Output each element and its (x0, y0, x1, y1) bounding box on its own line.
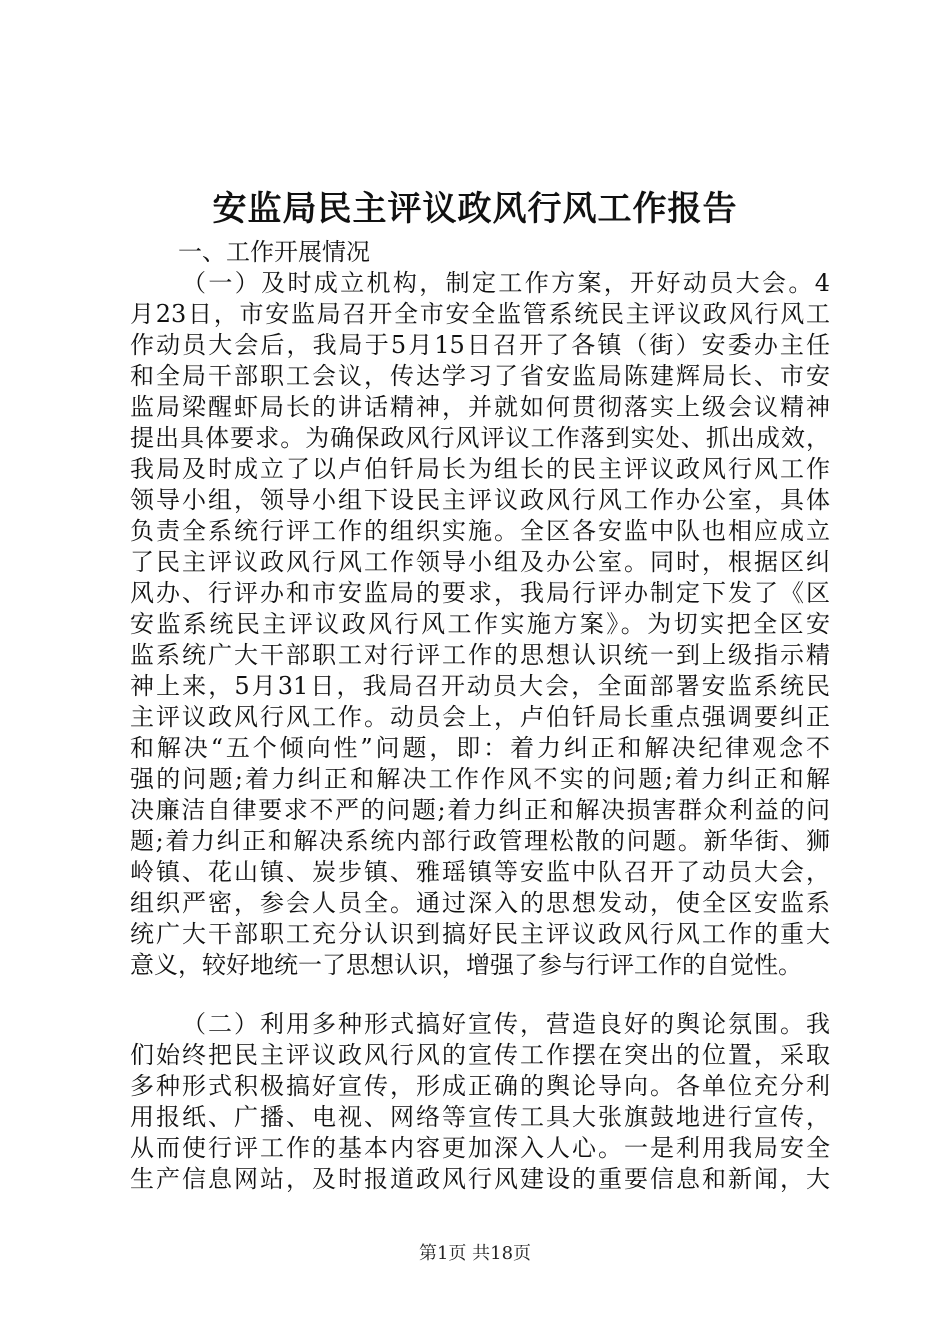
paragraph-line: 们始终把民主评议政风行风的宣传工作摆在突出的位置，采取 (130, 1041, 830, 1069)
paragraph-line: 从而使行评工作的基本内容更加深入人心。一是利用我局安全 (130, 1134, 830, 1162)
paragraph-spacer (130, 981, 830, 1009)
paragraph-line: 监局梁醒虾局长的讲话精神，并就如何贯彻落实上级会议精神 (130, 393, 830, 421)
paragraph-line: 神上来，5月31日，我局召开动员大会，全面部署安监系统民 (130, 672, 830, 700)
paragraph-line: （二）利用多种形式搞好宣传，营造良好的舆论氛围。我 (182, 1010, 830, 1038)
paragraph-line: 和全局干部职工会议，传达学习了省安监局陈建辉局长、市安 (130, 362, 830, 390)
paragraph-line: 岭镇、花山镇、炭步镇、雅瑶镇等安监中队召开了动员大会， (130, 858, 830, 886)
paragraph-line: 风办、行评办和市安监局的要求，我局行评办制定下发了《区 (130, 579, 830, 607)
paragraph-line: 我局及时成立了以卢伯钎局长为组长的民主评议政风行风工作 (130, 455, 830, 483)
paragraph-line: 了民主评议政风行风工作领导小组及办公室。同时，根据区纠 (130, 548, 830, 576)
paragraph-line: 意义，较好地统一了思想认识，增强了参与行评工作的自觉性。 (130, 951, 802, 979)
page-footer: 第1页 共18页 (418, 1243, 532, 1264)
paragraph-line: 作动员大会后，我局于5月15日召开了各镇（街）安委办主任 (130, 331, 830, 359)
paragraph-line: 安监系统民主评议政风行风工作实施方案》。为切实把全区安 (130, 610, 830, 638)
paragraph-line: 多种形式积极搞好宣传，形成正确的舆论导向。各单位充分利 (130, 1072, 830, 1100)
paragraph-line: 题;着力纠正和解决系统内部行政管理松散的问题。新华街、狮 (130, 827, 830, 855)
paragraph-line: 监系统广大干部职工对行评工作的思想认识统一到上级指示精 (130, 641, 830, 669)
paragraph-line: 提出具体要求。为确保政风行风评议工作落到实处、抓出成效， (130, 424, 830, 452)
paragraph-line: 主评议政风行风工作。动员会上，卢伯钎局长重点强调要纠正 (130, 703, 830, 731)
paragraph-line: 领导小组，领导小组下设民主评议政风行风工作办公室，具体 (130, 486, 830, 514)
paragraph-line: 组织严密，参会人员全。通过深入的思想发动，使全区安监系 (130, 889, 830, 917)
document-body (130, 237, 830, 1195)
paragraph-line: 负责全系统行评工作的组织实施。全区各安监中队也相应成立 (130, 517, 830, 545)
paragraph-line: 决廉洁自律要求不严的问题;着力纠正和解决损害群众利益的问 (130, 796, 830, 824)
paragraph-2 (130, 1009, 830, 1195)
paragraph-line: 月23日，市安监局召开全市安全监管系统民主评议政风行风工 (130, 300, 830, 328)
paragraph-line: 用报纸、广播、电视、网络等宣传工具大张旗鼓地进行宣传， (130, 1103, 830, 1131)
paragraph-line: 和解决“五个倾向性”问题，即：着力纠正和解决纪律观念不 (130, 734, 830, 762)
paragraph-line: （一）及时成立机构，制定工作方案，开好动员大会。4 (182, 269, 830, 297)
paragraph-line: 统广大干部职工充分认识到搞好民主评议政风行风工作的重大 (130, 920, 830, 948)
section-heading: 一、工作开展情况 (178, 238, 370, 266)
paragraph-line: 生产信息网站，及时报道政风行风建设的重要信息和新闻，大 (130, 1165, 830, 1193)
paragraph-1 (130, 268, 830, 981)
page-title: 安监局民主评议政风行风工作报告 (212, 189, 738, 229)
paragraph-line: 强的问题;着力纠正和解决工作作风不实的问题;着力纠正和解 (130, 765, 830, 793)
